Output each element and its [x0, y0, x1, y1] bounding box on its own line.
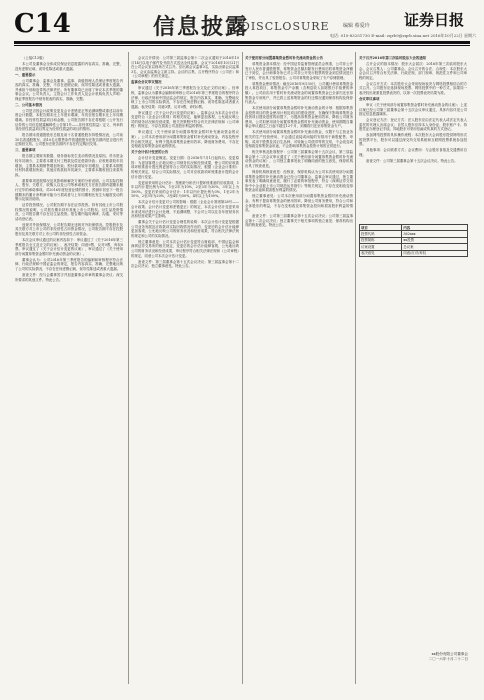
paragraph: 审议《关于使用部分闲置募集资金暂时补充流动资金的议案》；上述议案已经公司第三届董事会第十五次会议审议通过，具体内容详见公司指定信息披露媒体。	[359, 102, 467, 117]
table-cell: 表决意见	[360, 250, 402, 256]
paragraph: 募集资金基本情况：经中国证券监督管理委员会核准，公司非公开发行人民币普通股股票，募集资金总额扣除发行费用后的募集资金净额已于到位，会计师事务所已对公司非公开发行股票的资金到位情况进行了审验，并出具了验资报告。公司对募集资金采取了专户存储管理。	[245, 61, 353, 80]
section-heading: 会议审议事项	[359, 96, 380, 101]
table-cell: xx投票	[402, 237, 468, 243]
paragraph: 备查文件：公司第三届董事会第十五次会议决议；公司第三届监事会第十二次会议决议；独立董事关于相关事项的独立意见；保荐机构出具的核查意见。特此公告。	[245, 214, 353, 228]
paragraph: 公司是否因会计政策变更及会计差错更正等追溯调整或重述以前年度会计数据，本报告期末比上年度末增减，年初至报告期末比上年同期增减。非经常性损益项目和金额，公司报告期不存在将根据《公开发行证券的公司信息披露解释性公告第1号——非经常性损益》定义、列举的非经常性损益项目界定为经常性损益的项目的情形。	[15, 108, 123, 132]
paragraph: 重要事项进展情况及其影响和解决方案的分析说明。公司实际控制人、股东、关联方、收购人以及公司等承诺相关方在报告期内超期未履行完毕的承诺事项。对2016年度经营业绩的预计，预测年初至下一报告期期末的累计净利润可能为亏损或者与上年同期相比发生大幅度变动的警示及原因说明。	[15, 178, 123, 202]
paragraph: 本公司及董事会全体成员保证信息披露的内容真实、准确、完整，没有虚假记载、误导性陈述或重大遗漏。	[15, 61, 123, 71]
paragraph: 违规对外担保情况，公司报告期无违规对外担保情况。控股股东及其关联方对上市公司的非经营性占用资金情况，公司报告期不存在控股股东及其关联方对上市公司的非经营性占用资金。	[15, 222, 123, 237]
section-heading: 二、公司基本情况	[15, 102, 43, 107]
text-column-4	[359, 56, 467, 218]
paragraph: 本次使用部分闲置募集资金暂时补充流动资金，仅限于与主营业务相关的生产经营使用，不会通过直接或间接的安排用于新股配售、申购，或用于股票及其衍生品种、可转换公司债券等的交易，不会改变或变相改变募集资金用途，不会影响募集资金投资计划的正常进行。	[245, 130, 353, 149]
table-cell: 议案设置	[360, 244, 402, 250]
column-divider	[242, 52, 243, 684]
table-cell: 投票简称	[360, 237, 402, 243]
page-number: C14	[14, 9, 71, 39]
voting-code-table	[359, 224, 468, 257]
section-title: 信息披露	[153, 14, 250, 40]
paragraph: 独立董事意见：公司本次使用部分闲置募集资金暂时补充流动资金，有利于提高募集资金的使用效率，降低公司财务费用，符合公司和全体股东的利益，不存在变相改变募集资金投向和损害股东利益的情况。	[245, 194, 353, 213]
paragraph: 本次会计估计变更对公司的影响：根据《企业会计准则第28号——会计政策、会计估计变更和差错更正》的规定，本次会计估计变更采用未来适用法进行会计处理，不追溯调整，不会对公司以往各年度财务状况和经营成果产生影响。	[131, 200, 239, 219]
header-rule	[14, 41, 470, 44]
table-cell: 总议案	[402, 244, 468, 250]
paragraph: 参加网络投票的具体操作流程：本次股东大会向股东提供网络形式的投票平台，股东可以通过深交所交易系统和互联网投票系统参加投票。	[359, 133, 467, 147]
paragraph: 独立董事意见：公司本次会计估计变更符合财政部、中国证监会和深圳证券交易所的相关规定，变更后的会计估计能够客观、公允地反映公司的财务状况和经营成果，审议程序符合相关法律法规和《公司章程》的规定，同意公司本次会计估计变更。	[131, 239, 239, 258]
paragraph: （上接C13版）	[22, 56, 46, 60]
text-column-1	[15, 56, 123, 284]
header-rule-thin	[14, 45, 470, 46]
section-heading: 关于会计估计变更的公告	[131, 150, 169, 155]
paragraph: 相关审核及批准程序：公司第三届董事会第十五次会议、第三届监事会第十二次会议审议通过了《关于使用部分闲置募集资金暂时补充流动资金的议案》，公司独立董事发表了明确同意的独立意见，保荐机构出具了核查意见。	[245, 150, 353, 169]
section-heading: 关于召开2016年第三次临时股东大会的通知	[359, 56, 427, 60]
paragraph: 会计估计变更概述。变更日期：自2016年7月1日起执行。变更原因：为更加客观公正地反映公司财务状况和经营成果，使公司的应收款项坏账准备计提比例更加符合公司的实际情况，根据《企业会计准则》的相关规定，结合公司实际情况，公司对应收款项坏账准备计提的会计估计进行变更。	[131, 156, 239, 179]
editor-credit: 编辑 蔡爱玲	[343, 23, 370, 29]
column-divider	[355, 52, 356, 684]
section-heading: 三、重要事项	[15, 148, 36, 153]
text-column-2	[131, 56, 239, 270]
paragraph: 本次使用部分闲置募集资金暂时补充流动资金的计划：根据募集资金投资项目的资金使用计划及项目的建设进度，在确保不影响募集资金投资项目建设进度的前提下，为提高募集资金使用效率，降低公司财务费用，公司拟使用部分闲置募集资金暂时补充流动资金，使用期限自董事会审议通过之日起不超过12个月，到期将归还至募集资金专户。	[245, 106, 353, 129]
section-heading: 关于使用部分闲置募集资金暂时补充流动资金的公告	[245, 56, 323, 60]
text-column-3	[245, 56, 353, 229]
table-cell: 投票代码	[360, 231, 402, 237]
paragraph: 公司董事会、监事会及董事、监事、高级管理人员保证季度报告内容的真实、准确、完整，不存在虚假记载、误导性陈述或者重大遗漏，并承担个别和连带的法律责任。所有董事均已出席了审议本次季报的董事会会议。公司负责人、主管会计工作负责人及会计机构负责人声明：保证季度报告中财务报表的真实、准确、完整。	[15, 78, 123, 101]
paragraph: 审议通过《关于使用部分闲置募集资金暂时补充流动资金的议案》。公司本次使用部分闲置募集资金暂时补充流动资金，内容及程序符合相关规定，有利于提高募集资金使用效率，降低财务费用，不存在变相改变募集资金用途的情况。	[131, 130, 239, 149]
table-cell: 362xxx	[402, 231, 468, 237]
signature-line: xx股份有限公司董事会	[431, 652, 468, 656]
signature-line: 二〇一六年十月二十二日	[428, 656, 468, 661]
masthead-logo: 证券日报	[404, 11, 465, 29]
paragraph: 召开会议的基本情况：股东大会届次：2016年第三次临时股东大会。会议召集人：公司董事会。会议召开的合法、合规性：本次股东大会会议召开符合有关法律、行政法规、部门规章、规范性文件和公司章程的规定。	[359, 61, 467, 80]
paragraph: 董事会认为：公司2016年第三季度报告的编制和审核程序符合法律、行政法规和中国证监会的规定，报告内容真实、准确、完整地反映了公司的实际情况，不存在任何虚假记载、误导性陈述或者重大遗漏。	[15, 257, 123, 272]
paragraph: 本次会议审议通过的议案内容如下：审议通过了《关于2016年第三季度报告全文及正文的议案》，表决结果：同意9票，反对0票，弃权0票。审议通过了《关于会计估计变更的议案》，审议通过了《关于使用部分闲置募集资金暂时补充流动资金的议案》。	[15, 238, 123, 256]
table-body	[360, 231, 468, 257]
header-info-line: 电话: 010-83251730 E-mail: zqrb9@zqrb.sina.net 2016年10月22日 星期六	[330, 33, 477, 38]
paragraph: 备查文件：经与会董事签字并加盖董事会印章的董事会决议；深交所要求的其他文件。特此公告。	[15, 273, 123, 282]
table-cell: 同意/反对/弃权	[402, 250, 468, 256]
paragraph: 报告期主要财务数据、财务指标发生变动的情况及原因。货币资金较年初减少，主要系本期支付工程款及偿还借款所致；应收账款较年初增加，主要系本期销售增加所致；预付款项较年初增加，主要系本期预付材料款增加所致；其他应收款较年初减少，主要系本期收回往来款所致。	[15, 154, 123, 177]
table-header-cell: 内容	[402, 225, 468, 231]
paragraph: 董事会关于会计估计变更合理性的说明：本次会计估计变更是根据公司业务发展及应收款项实际回收情况作出的，变更后的会计估计能够更加客观、公允地反映公司的财务状况和经营成果，符合相关法律法规的规定和公司的实际情况。	[131, 220, 239, 238]
paragraph: 审议通过《关于会计估计变更的议案》。监事会认为本次会计估计变更符合《企业会计准则》的相关规定，能够更加客观、公允地反映公司的财务状况和经营成果，相关决策程序符合有关法律法规和《公司章程》的规定，不存在损害公司及股东利益的情形。	[131, 110, 239, 129]
column-divider	[128, 52, 129, 684]
paragraph: 保荐机构核查意见：经核查，保荐机构认为公司本次使用部分闲置募集资金暂时补充流动资金已经公司董事会、监事会审议通过，独立董事发表了明确同意意见，履行了必要的审批程序，符合《深圳证券交易所中小企业板上市公司规范运作指引》等相关规定，不存在变相改变募集资金用途和损害股东利益的情况。	[245, 170, 353, 193]
paragraph: 备查文件：第三届董事会第十五次会议决议；第三届监事会第十二次会议决议；独立董事意见。特此公告。	[131, 259, 239, 269]
paragraph: 证券投资情况，公司报告期不存在证券投资。持有其他上市公司股权情况的说明，公司报告期未持有其他上市公司股权。衍生品投资情况，公司报告期不存在衍生品投资。报告期内接待调研、沟通、采访等活动登记表。	[15, 203, 123, 221]
paragraph: 会议召开情况：公司第三届监事会第十二次会议通知于2016年10月14日以电子邮件及书面方式送达全体监事，会议于2016年10月21日在公司会议室以现场方式召开。应出席会议监事3名，实际出席会议监事3名，会议由监事会主席主持。会议的召集、召开程序符合《公司法》和《公司章程》的有关规定。	[131, 56, 239, 79]
paragraph: 报告期末普通股股东总数及前十名普通股股东持股情况表，公司前10名普通股股东、前10名无限售条件普通股股东在报告期内是否进行约定购回交易。公司股东在报告期内不存在约定购回交易。	[15, 133, 123, 147]
table-header-cell: 项目	[360, 225, 402, 231]
section-title-english: DISCLOSURE	[241, 20, 330, 33]
paragraph: 其他事项：会议联系方式；会议费用：与会股东食宿及交通费用自理。	[359, 148, 467, 158]
signature-block	[358, 652, 468, 662]
paragraph: 变更前采用的会计估计：按账龄分析法计提坏账准备的应收款项，1年以内计提比例为5%，1至2年为10%，2至3年为30%，3年以上为100%。变更后采用的会计估计：1年以内计提比例为3%，1至2年为10%，2至3年为20%，3至4年为50%，4年以上为100%。	[131, 180, 239, 199]
paragraph: 会议召开方式：本次股东大会采用现场表决与网络投票相结合的方式召开。公司股东应选择现场投票、网络投票中的一种方式，如果同一表决权出现重复投票表决的，以第一次投票表决结果为准。	[359, 81, 467, 95]
section-heading: 监事会会议审议情况	[131, 80, 162, 85]
paragraph: 募集资金使用情况：截至2016年9月30日，公司累计使用募集资金投入募投项目，募集资金专户余额（含利息收入扣除银行手续费的净额）。公司前次用于暂时补充流动资金的闲置募集资金已全部归还至募集资金专用账户，并已将上述募集资金的归还情况通知保荐机构及保荐代表人。	[245, 81, 353, 105]
table-row	[360, 250, 468, 256]
paragraph: 审议通过《关于2016年第三季度报告全文及正文的议案》。经审核，监事会认为董事会编制和审核公司2016年第三季度报告的程序符合法律、行政法规和中国证监会的规定，报告内容真实、准确、完整地反映了上市公司的实际情况，不存在任何虚假记载、误导性陈述或者重大遗漏。表决结果：同意3票，反对0票，弃权0票。	[131, 86, 239, 109]
section-heading: 一、重要提示	[15, 72, 36, 77]
paragraph: 备查文件：公司第三届董事会第十五次会议决议。特此公告。	[366, 159, 458, 163]
paragraph: 会议登记方法：登记方式：法人股东应由法定代表人或法定代表人委托的代理人出席会议；自然人股东应持本人身份证、股东账户卡、持股凭证办理登记手续。异地股东可采用信函或传真的方式登记。	[359, 118, 467, 132]
